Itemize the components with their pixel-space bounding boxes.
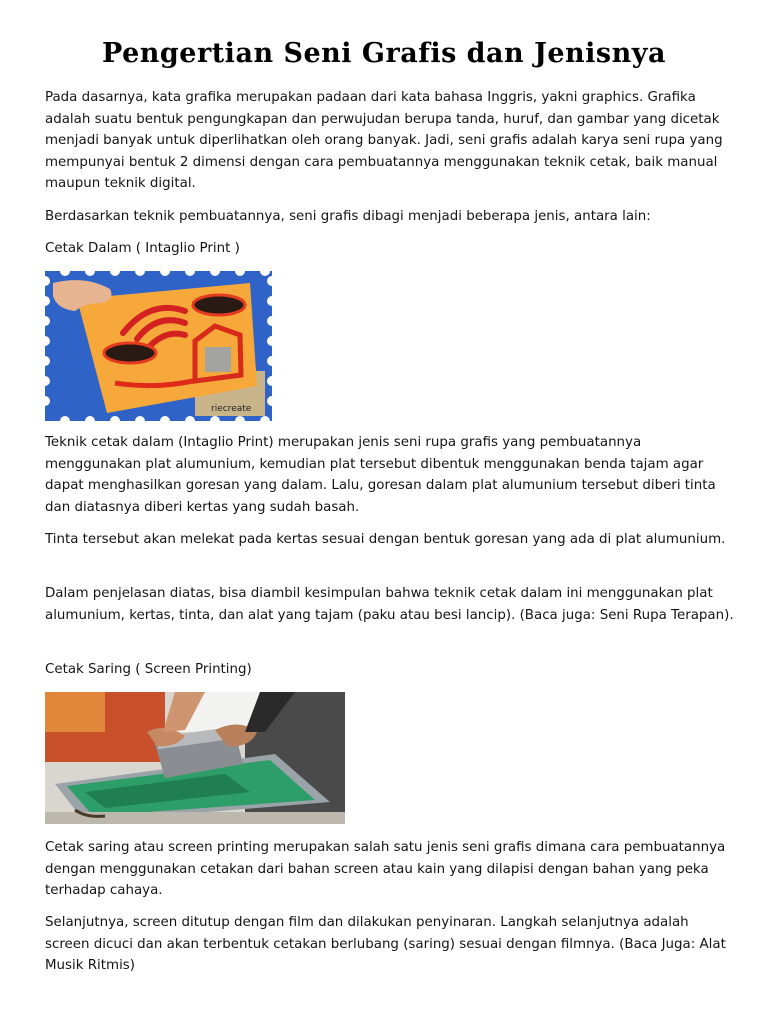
screen-printing-paragraph: Cetak saring atau screen printing merupakan salah satu jenis seni grafis dimana cara pembuatannya dengan menggunakan cetakan dari bahan screen atau kain yang dilapisi dengan bahan yang peka terhadap cahaya. xyxy=(45,840,726,898)
page-title: Pengertian Seni Grafis dan Jenisnya xyxy=(102,38,666,69)
intaglio-watermark: riecreate xyxy=(211,404,252,414)
intaglio-heading: Cetak Dalam ( Intaglio Print ) xyxy=(45,241,240,256)
screen-printing-steps-paragraph: Selanjutnya, screen ditutup dengan film dan dilakukan penyinaran. Langkah selanjutnya adalah screen dicuci dan akan terbentuk cetakan berlubang (saring) sesuai dengan filmnya. (Baca Juga: Alat Musik Ritmis) xyxy=(45,915,726,973)
intaglio-conclusion-paragraph: Dalam penjelasan diatas, bisa diambil kesimpulan bahwa teknik cetak dalam ini menggunakan plat alumunium, kertas, tinta, dan alat yang tajam (paku atau besi lancip). (Baca juga: Seni Rupa Terapan). xyxy=(45,586,734,623)
intaglio-ink-paragraph: Tinta tersebut akan melekat pada kertas sesuai dengan bentuk goresan yang ada di plat alumunium. xyxy=(45,532,726,547)
screen-printing-heading: Cetak Saring ( Screen Printing) xyxy=(45,662,252,677)
intro-paragraph: Pada dasarnya, kata grafika merupakan padaan dari kata bahasa Inggris, yakni graphics. Grafika adalah suatu bentuk pengungkapan dan perwujudan berupa tanda, huruf, dan gambar yang dicetak menjadi banyak untuk diperlihatkan oleh orang banyak. Jadi, seni grafis adalah karya seni rupa yang mempunyai bentuk 2 dimensi dengan cara pembuatannya menggunakan teknik cetak, baik manual maupun teknik digital. xyxy=(45,90,723,191)
types-intro-paragraph: Berdasarkan teknik pembuatannya, seni grafis dibagi menjadi beberapa jenis, antara lain: xyxy=(45,209,651,224)
intaglio-paragraph: Teknik cetak dalam (Intaglio Print) merupakan jenis seni rupa grafis yang pembuatannya menggunakan plat alumunium, kemudian plat tersebut dibentuk menggunakan benda tajam agar dapat menghasilkan goresan yang dalam. Lalu, goresan dalam plat alumunium tersebut diberi tinta dan diatasnya diberi kertas yang sudah basah. xyxy=(45,435,716,515)
intaglio-print-photo xyxy=(45,271,272,421)
screen-printing-photo xyxy=(45,692,345,824)
